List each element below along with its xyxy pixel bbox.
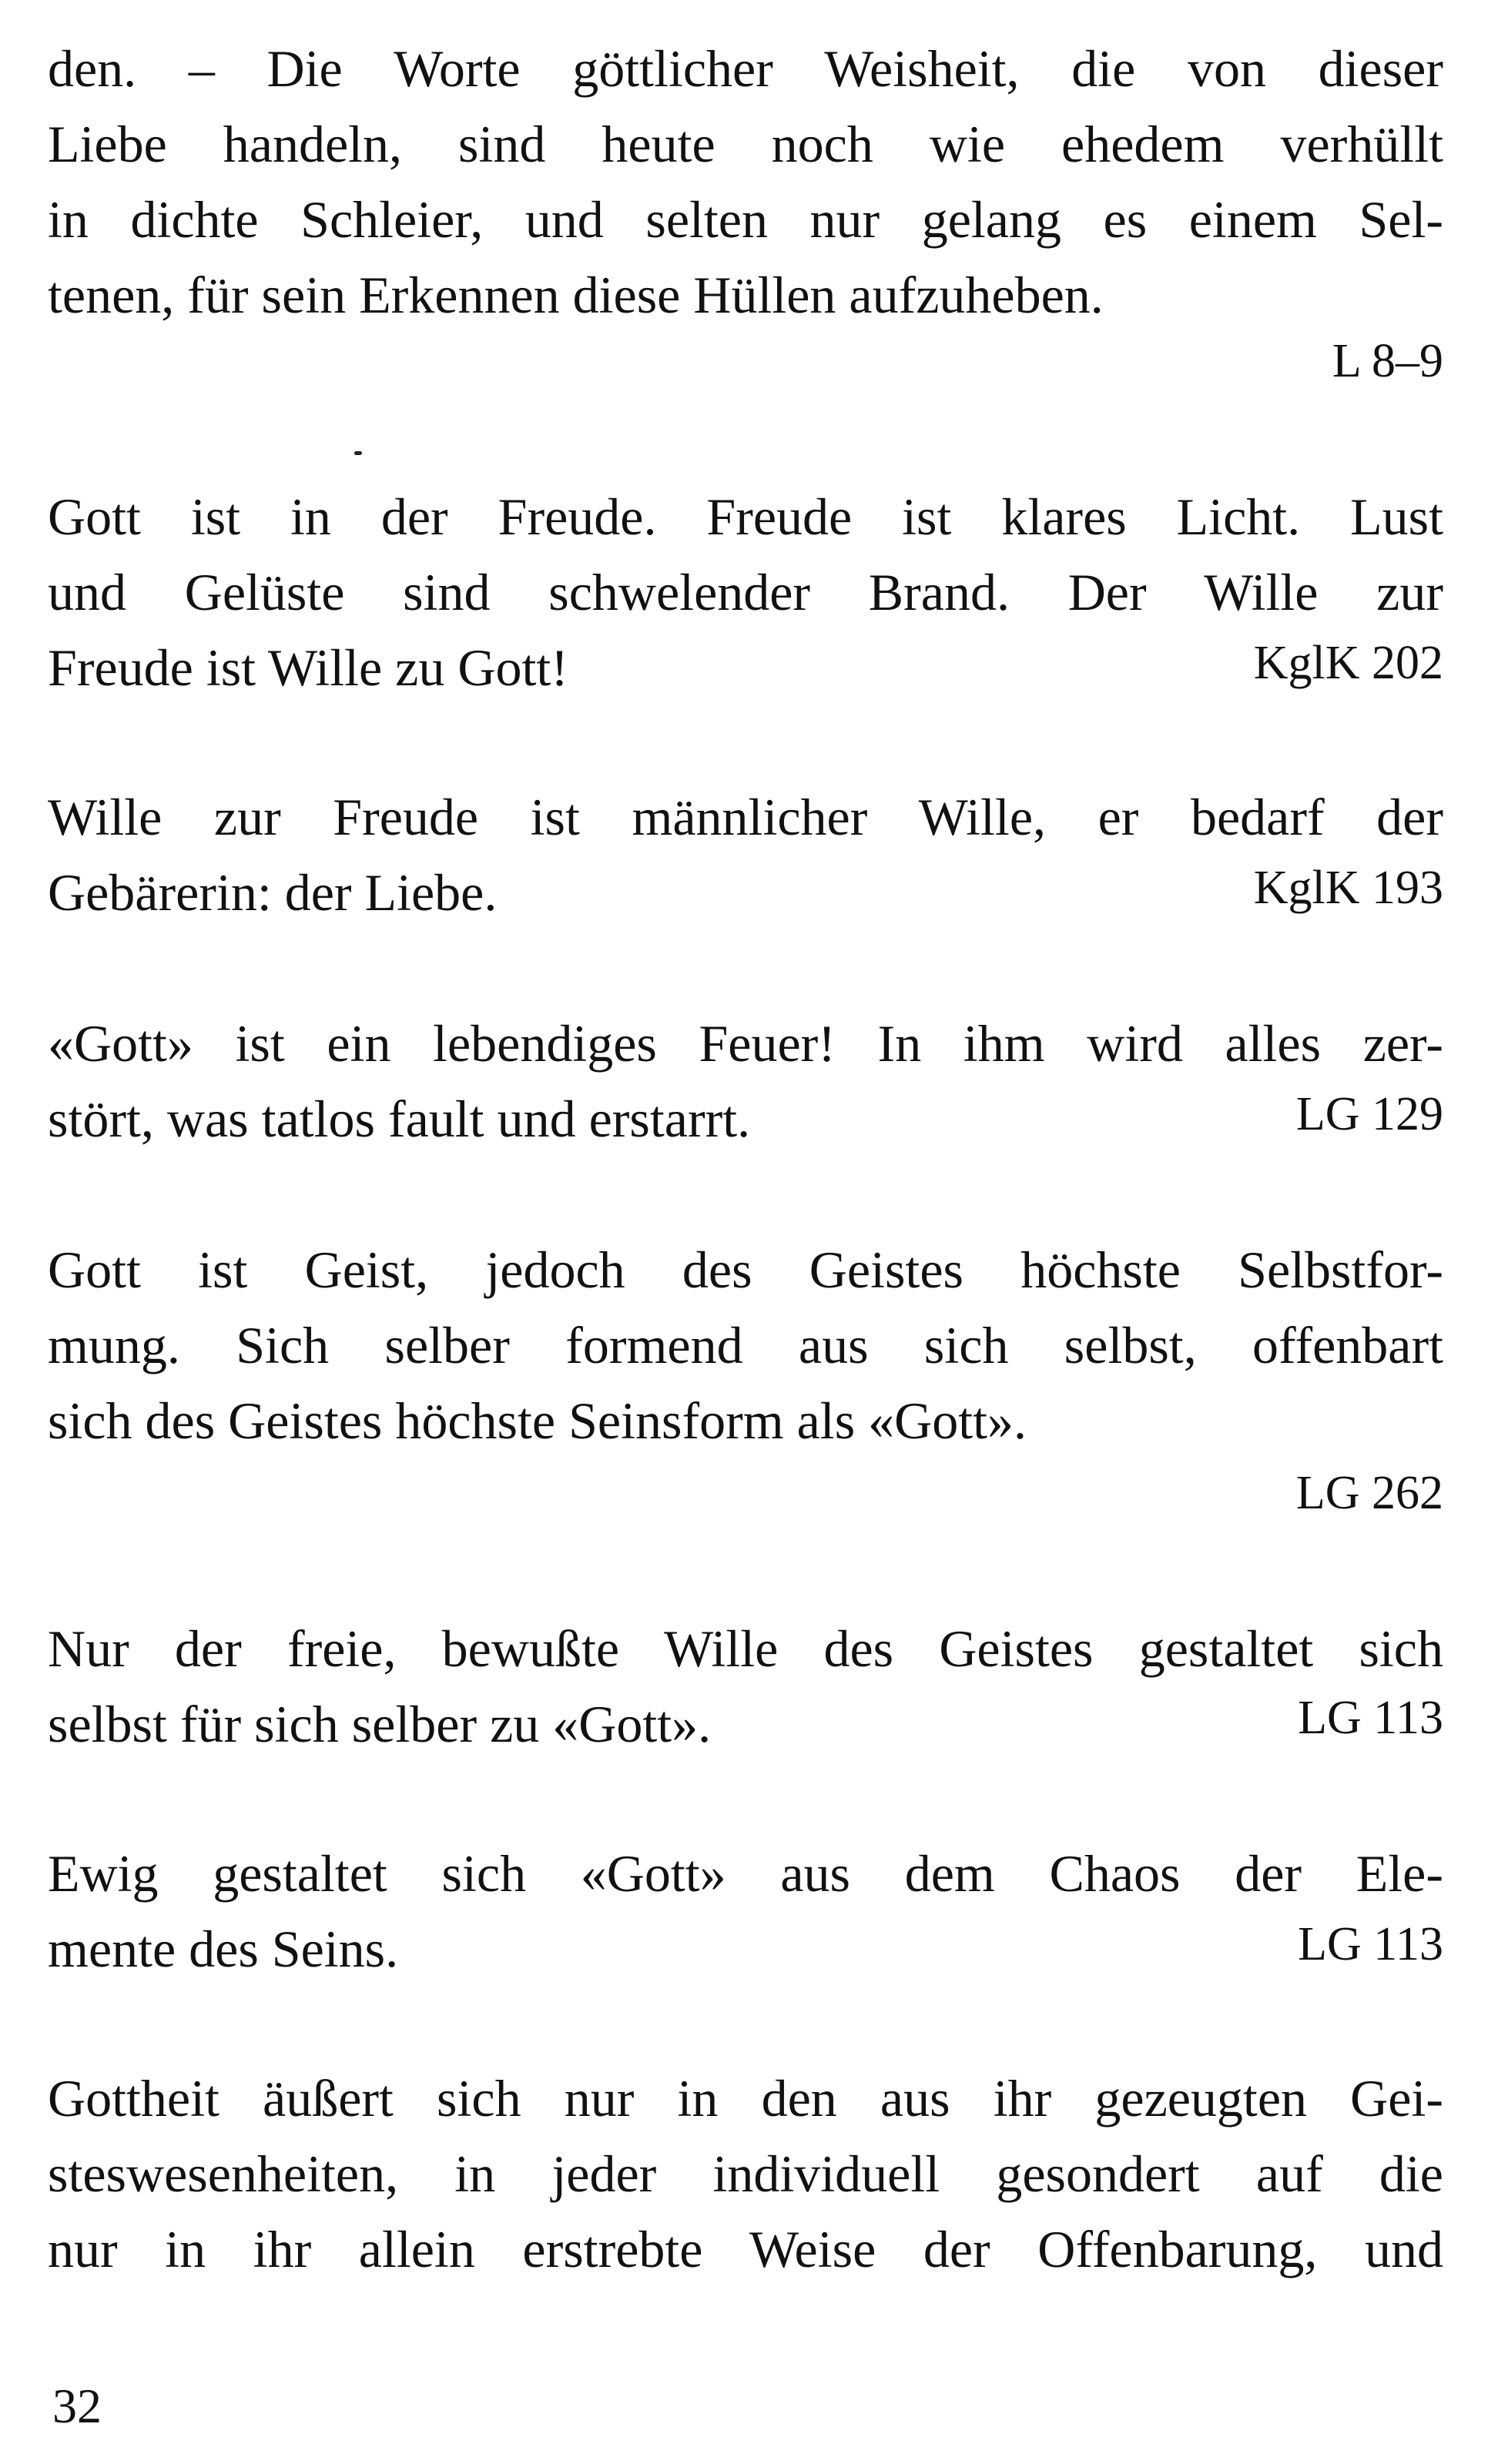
source-reference: LG 113 [1298, 1918, 1443, 1970]
text-line: Gott ist Geist, jedoch des Geistes höchste Selbstfor- [48, 1240, 1443, 1299]
text-line: tenen, für sein Erkennen diese Hüllen aufzuheben. [48, 266, 1104, 324]
text-line: mung. Sich selber formend aus sich selbst, offenbart [48, 1316, 1443, 1374]
text-line: selbst für sich selber zu «Gott». [48, 1695, 712, 1753]
text-line: Ewig gestaltet sich «Gott» aus dem Chaos der Ele- [48, 1844, 1443, 1903]
source-reference: KglK 202 [1253, 637, 1443, 689]
source-reference: L 8–9 [1332, 335, 1443, 387]
text-line: steswesenheiten, in jeder individuell gesondert auf die [48, 2144, 1443, 2203]
text-line: den. – Die Worte göttlicher Weisheit, die von dieser [48, 39, 1443, 98]
text-line: sich des Geistes höchste Seinsform als «Gott». [48, 1391, 1027, 1450]
page-number: 32 [52, 2379, 102, 2433]
source-reference: LG 113 [1298, 1692, 1443, 1744]
text-line: Gott ist in der Freude. Freude ist klares Licht. Lust [48, 487, 1443, 546]
text-line: stört, was tatlos fault und erstarrt. [48, 1090, 751, 1148]
text-line: Gottheit äußert sich nur in den aus ihr gezeugten Gei- [48, 2069, 1443, 2128]
text-line: Freude ist Wille zu Gott! [48, 638, 568, 697]
text-line: mente des Seins. [48, 1920, 399, 1978]
text-line: Wille zur Freude ist männlicher Wille, er bedarf der [48, 788, 1443, 846]
print-speck [354, 451, 362, 455]
source-reference: LG 262 [1295, 1467, 1443, 1519]
text-line: Nur der freie, bewußte Wille des Geistes gestaltet sich [48, 1619, 1443, 1678]
text-line: Liebe handeln, sind heute noch wie ehedem verhüllt [48, 115, 1443, 173]
text-line: Gebärerin: der Liebe. [48, 863, 498, 922]
source-reference: LG 129 [1295, 1088, 1443, 1140]
source-reference: KglK 193 [1253, 862, 1443, 914]
text-line: und Gelüste sind schwelender Brand. Der Wille zur [48, 563, 1443, 621]
text-line: «Gott» ist ein lebendiges Feuer! In ihm wird alles zer- [48, 1014, 1443, 1073]
text-line: nur in ihr allein erstrebte Weise der Offenbarung, und [48, 2220, 1443, 2278]
text-line: in dichte Schleier, und selten nur gelang es einem Sel- [48, 190, 1443, 249]
